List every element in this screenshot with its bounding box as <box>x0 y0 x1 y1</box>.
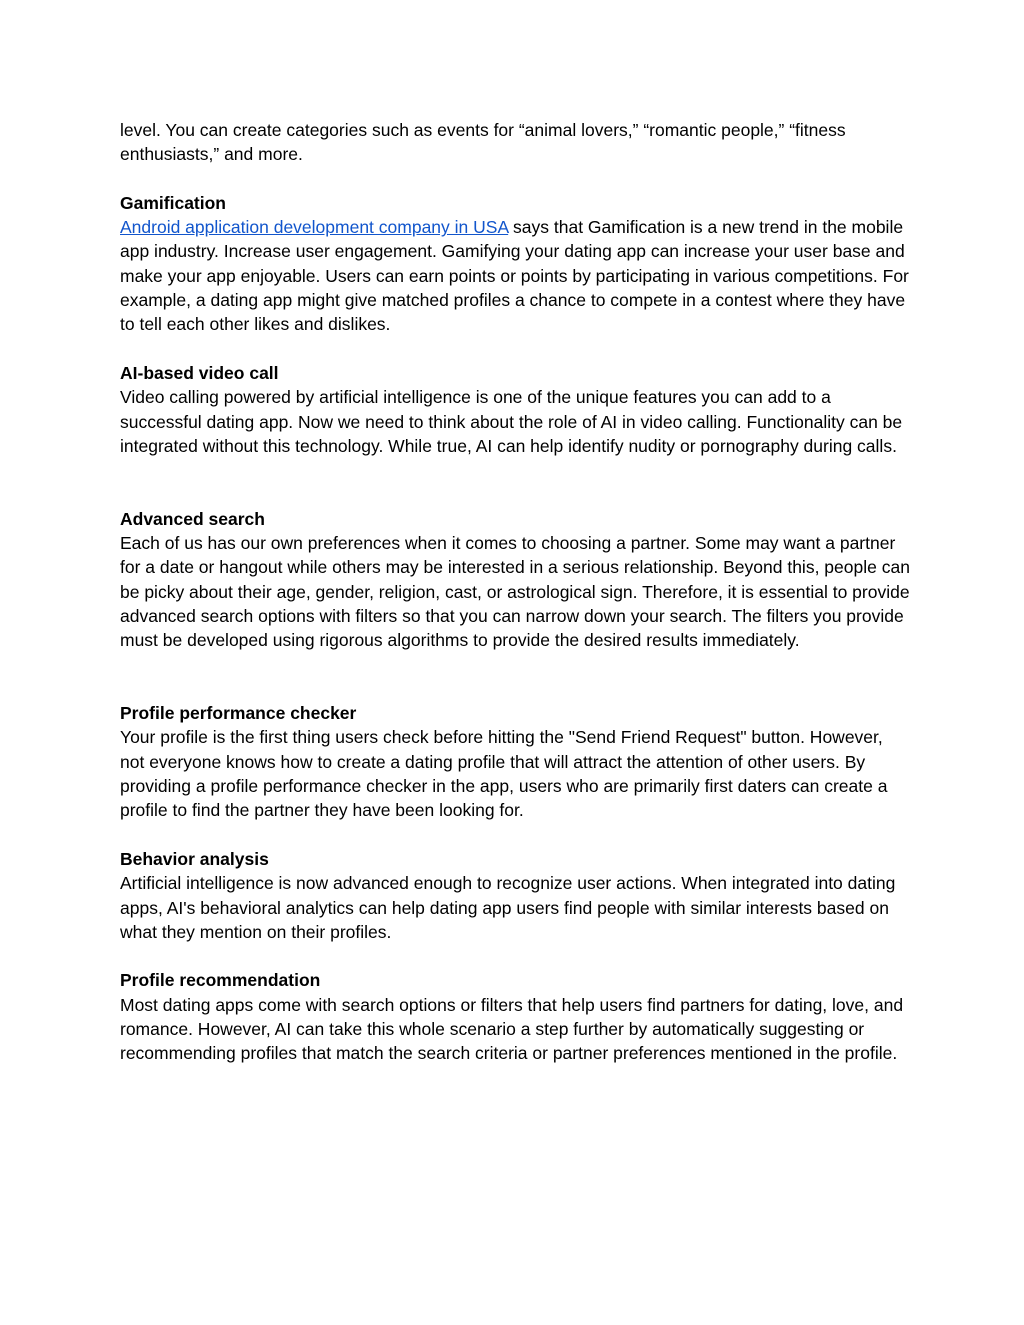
document-page <box>120 118 910 1066</box>
heading-gamification: Gamification <box>120 192 226 213</box>
heading-profile-recommendation: Profile recommendation <box>120 970 321 991</box>
spacer <box>120 823 910 847</box>
spacer <box>120 653 910 702</box>
heading-profile-performance-checker: Profile performance checker <box>120 703 357 724</box>
gamification-body: says that Gamification is a new trend in the mobile app industry. Increase user engagement. Gamifying your dating app can increase your user base and make your app enjoyable. Users can earn points or points by participating in various competitions. For example, a dating app might give matched profiles a chance to compete in a contest where they have to tell each other likes and dislikes. <box>120 217 909 335</box>
profile-performance-checker-paragraph: Your profile is the first thing users check before hitting the "Send Friend Request" button. However, not everyone knows how to create a dating profile that will attract the attention of other users. By providing a profile performance checker in the app, users who are primarily first daters can create a profile to find the partner they have been looking for. <box>120 727 888 821</box>
heading-ai-video-call: AI-based video call <box>120 362 279 383</box>
profile-recommendation-paragraph: Most dating apps come with search options or filters that help users find partners for dating, love, and romance. However, AI can take this whole scenario a step further by automatically suggesting or recommending profiles that match the search criteria or partner preferences mentioned in the profile. <box>120 994 904 1064</box>
intro-paragraph: level. You can create categories such as events for “animal lovers,” “romantic people,” “fitness enthusiasts,” and more. <box>120 120 846 165</box>
gamification-paragraph <box>120 215 910 336</box>
ai-video-call-paragraph: Video calling powered by artificial intelligence is one of the unique features you can add to a successful dating app. Now we need to think about the role of AI in video calling. Functionality can be integrated without this technology. While true, AI can help identify nudity or pornography during calls. <box>120 387 903 456</box>
advanced-search-paragraph: Each of us has our own preferences when it comes to choosing a partner. Some may want a partner for a date or hangout while others may be interested in a serious relationship. Beyond this, people can be picky about their age, gender, religion, cast, or astrological sign. Therefore, it is essential to provide advanced search options with filters so that you can narrow down your search. The filters you provide must be developed using rigorous algorithms to provide the desired results immediately. <box>120 533 910 651</box>
spacer <box>120 944 910 968</box>
android-development-link[interactable]: Android application development company in USA <box>120 217 509 238</box>
heading-advanced-search: Advanced search <box>120 508 265 529</box>
heading-behavior-analysis: Behavior analysis <box>120 848 269 869</box>
spacer <box>120 167 910 191</box>
spacer <box>120 458 910 507</box>
behavior-analysis-paragraph: Artificial intelligence is now advanced enough to recognize user actions. When integrated into dating apps, AI's behavioral analytics can help dating app users find people with similar interests based on what they mention on their profiles. <box>120 873 896 942</box>
spacer <box>120 337 910 361</box>
